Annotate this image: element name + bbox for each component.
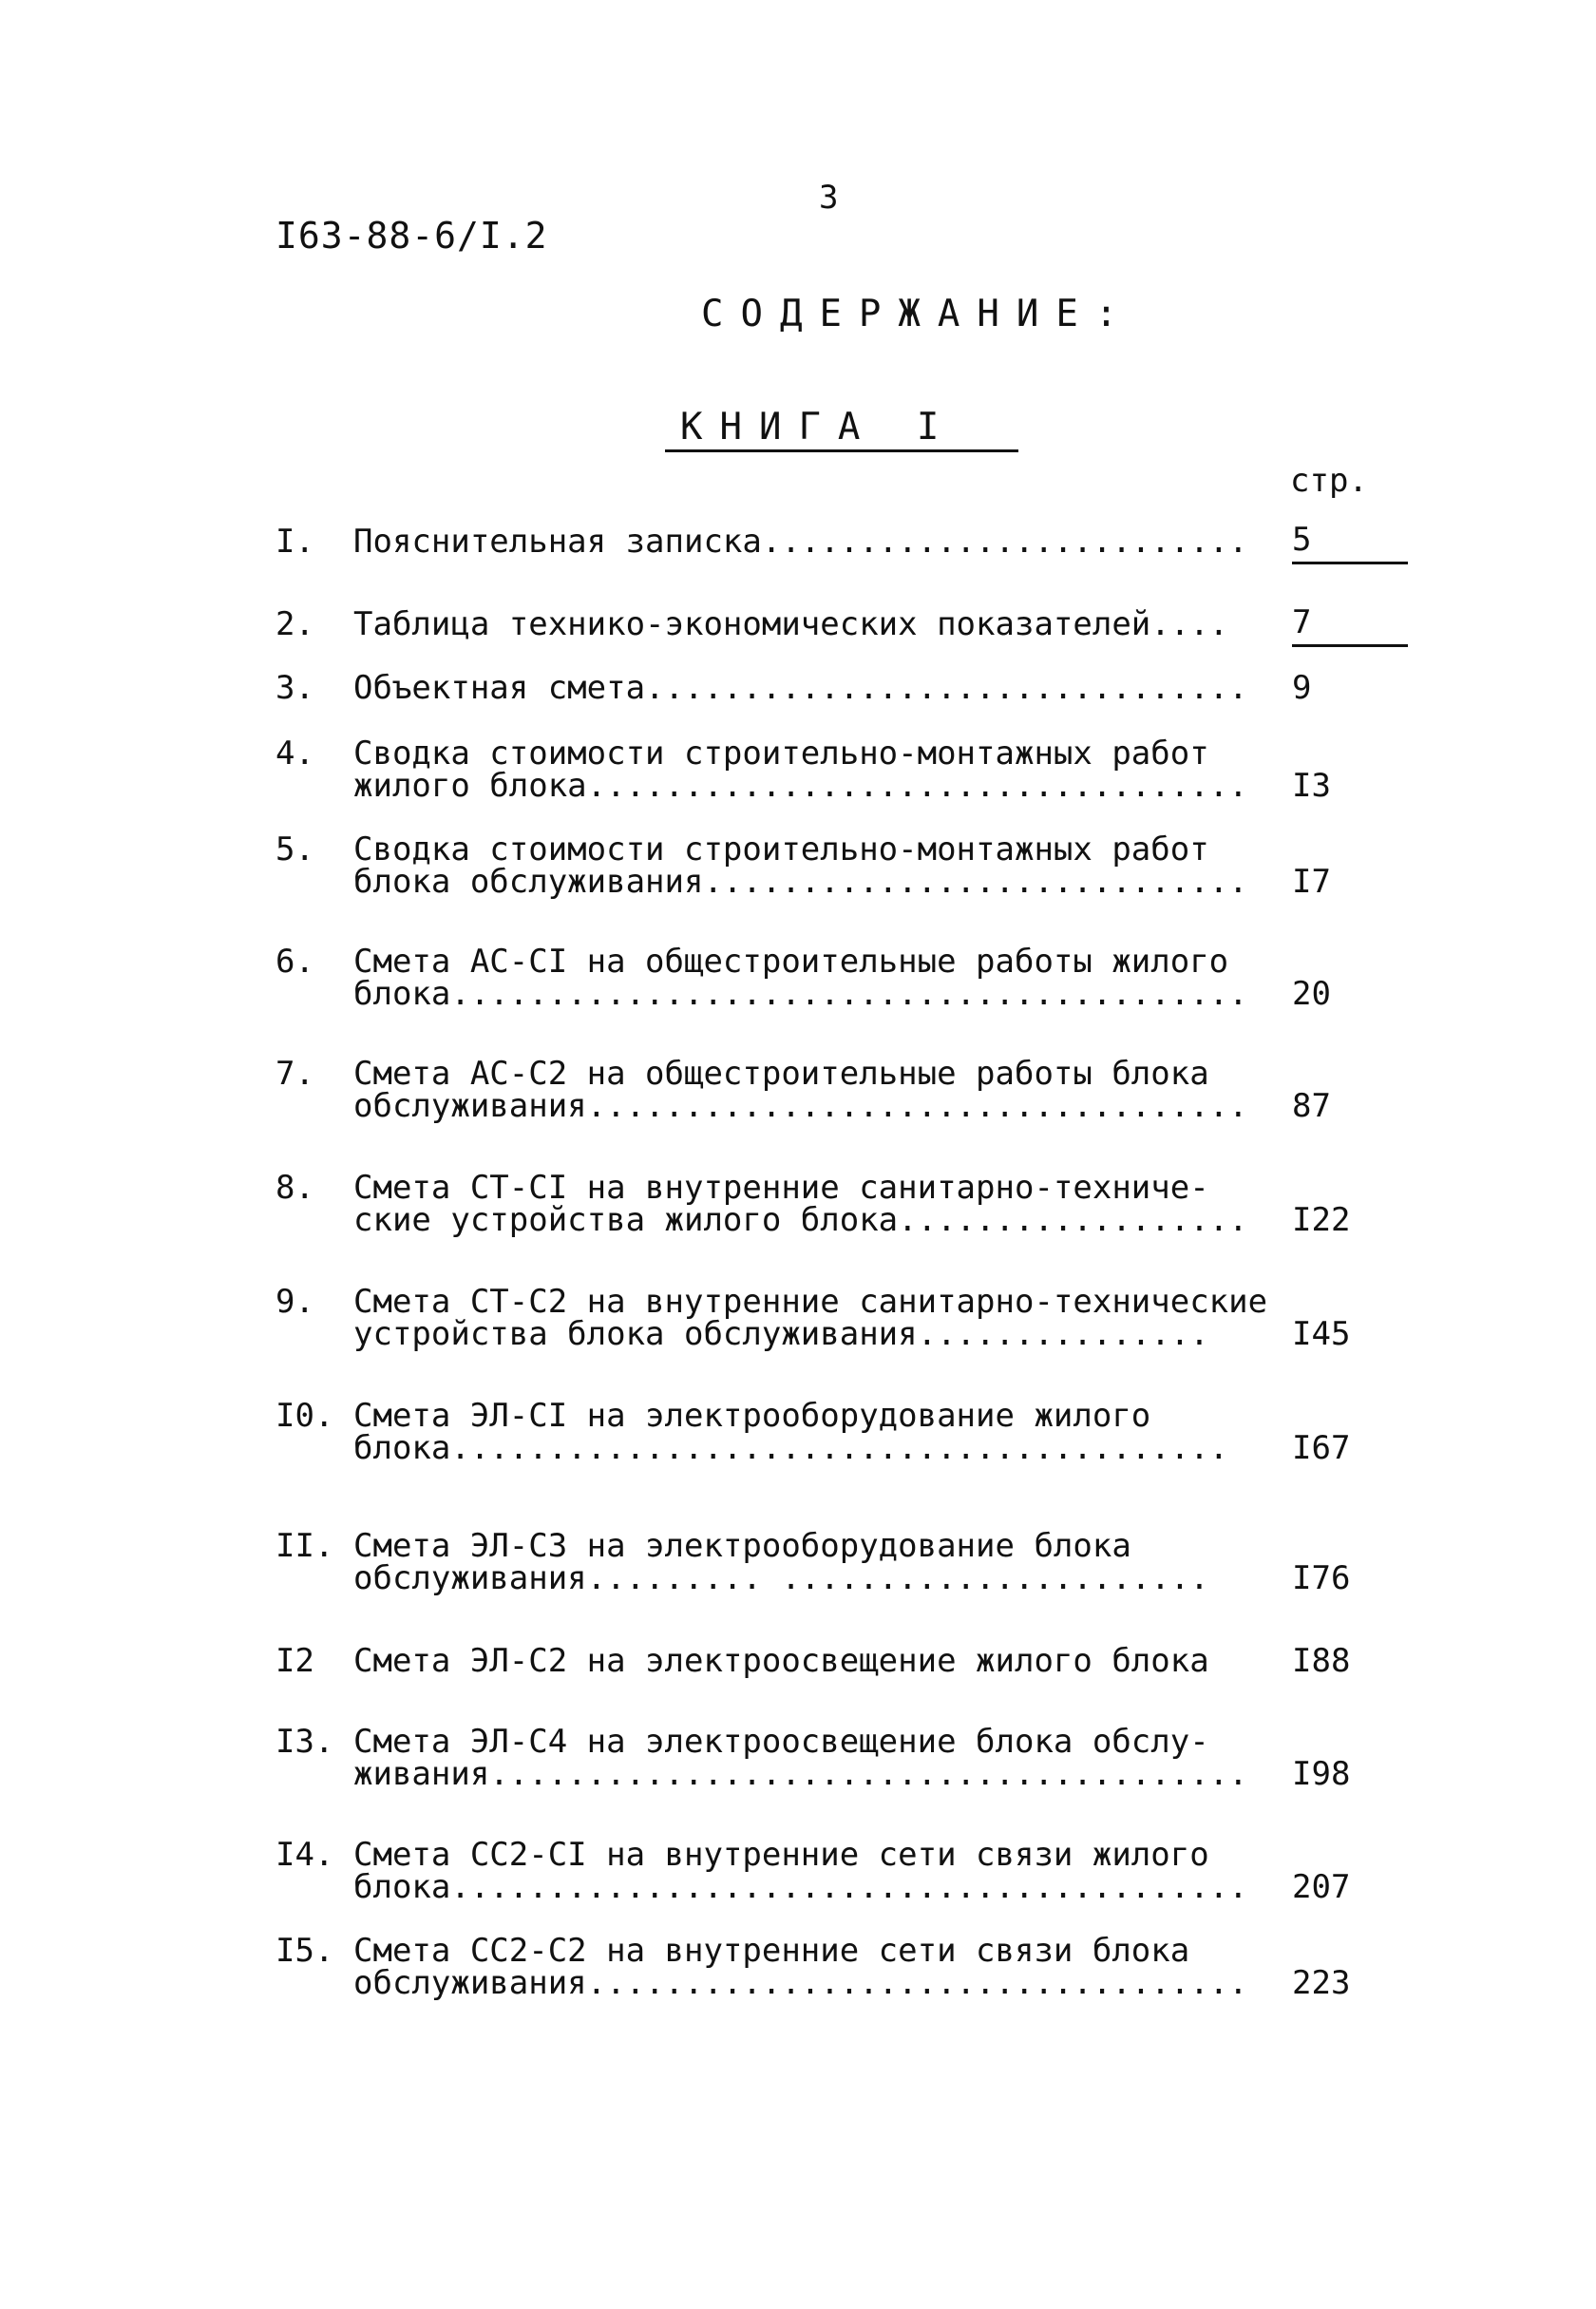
entry-number: 9.	[276, 1283, 314, 1321]
entry-number: 4.	[276, 735, 314, 773]
book-underline	[665, 449, 1018, 452]
entry-number: 7.	[276, 1055, 314, 1093]
entry-page: 5	[1292, 524, 1408, 564]
entry-text: Смета СС2-СI на внутренние сети связи жилого блока.........................................	[353, 1836, 1248, 1906]
entry-number: 5.	[276, 830, 314, 868]
entry-text: Смета СТ-С2 на внутренние санитарно-технические устройства блока обслуживания...............	[353, 1283, 1268, 1353]
page-title: СОДЕРЖАНИЕ:	[701, 293, 1135, 335]
entry-text: Смета ЭЛ-С3 на электрооборудование блока обслуживания......... ......................	[353, 1527, 1209, 1597]
entry-page: I7	[1292, 863, 1331, 901]
entry-text: Сводка стоимости строительно-монтажных работ жилого блока..................................	[353, 735, 1248, 805]
entry-number: I3.	[276, 1723, 334, 1761]
entry-page: 20	[1292, 975, 1331, 1013]
entry-number: I4.	[276, 1836, 334, 1874]
entry-page: 223	[1292, 1964, 1351, 2002]
entry-number: 6.	[276, 943, 314, 981]
entry-text: Смета СТ-СI на внутренние санитарно-техниче- ские устройства жилого блока..................	[353, 1169, 1248, 1239]
entry-text: Смета ЭЛ-С4 на электроосвещение блока обслу- живания.......................................	[353, 1723, 1248, 1793]
entry-page: 87	[1292, 1087, 1331, 1125]
entry-text: Сводка стоимости строительно-монтажных работ блока обслуживания............................	[353, 830, 1248, 901]
entry-page: I3	[1292, 767, 1331, 805]
entry-page: 7	[1292, 606, 1408, 647]
entry-page: I67	[1292, 1429, 1351, 1467]
entry-page: 207	[1292, 1868, 1351, 1906]
entry-text: Смета АС-СI на общестроительные работы жилого блока.........................................	[353, 943, 1248, 1013]
page-column-label: стр.	[1290, 462, 1368, 500]
entry-number: I0.	[276, 1397, 334, 1435]
entry-number: 3.	[276, 669, 314, 707]
entry-text: Смета АС-С2 на общестроительные работы блока обслуживания..................................	[353, 1055, 1248, 1125]
document-code: I63-88-6/I.2	[276, 215, 548, 257]
entry-page: 9	[1292, 669, 1312, 707]
entry-text: Смета ЭЛ-СI на электрооборудование жилого блока........................................	[353, 1397, 1229, 1467]
entry-text: Смета ЭЛ-С2 на электроосвещение жилого блока	[353, 1642, 1209, 1680]
entry-page: I45	[1292, 1315, 1351, 1353]
entry-number: I.	[276, 523, 314, 561]
entry-page: I22	[1292, 1201, 1351, 1239]
page-mark: 3	[819, 179, 839, 217]
entry-number: 8.	[276, 1169, 314, 1207]
entry-page: I98	[1292, 1755, 1351, 1793]
book-label: КНИГА I	[680, 406, 957, 448]
entry-page: I76	[1292, 1559, 1351, 1597]
entry-number: I2	[276, 1642, 314, 1680]
entry-text: Смета СС2-С2 на внутренние сети связи блока обслуживания..................................	[353, 1932, 1248, 2002]
entry-text: Таблица технико-экономических показателей....	[353, 605, 1229, 643]
entry-text: Объектная смета...............................	[353, 669, 1248, 707]
entry-number: I5.	[276, 1932, 334, 1970]
entry-number: 2.	[276, 605, 314, 643]
entry-text: Пояснительная записка.........................	[353, 523, 1248, 561]
entry-number: II.	[276, 1527, 334, 1565]
entry-page: I88	[1292, 1642, 1351, 1680]
